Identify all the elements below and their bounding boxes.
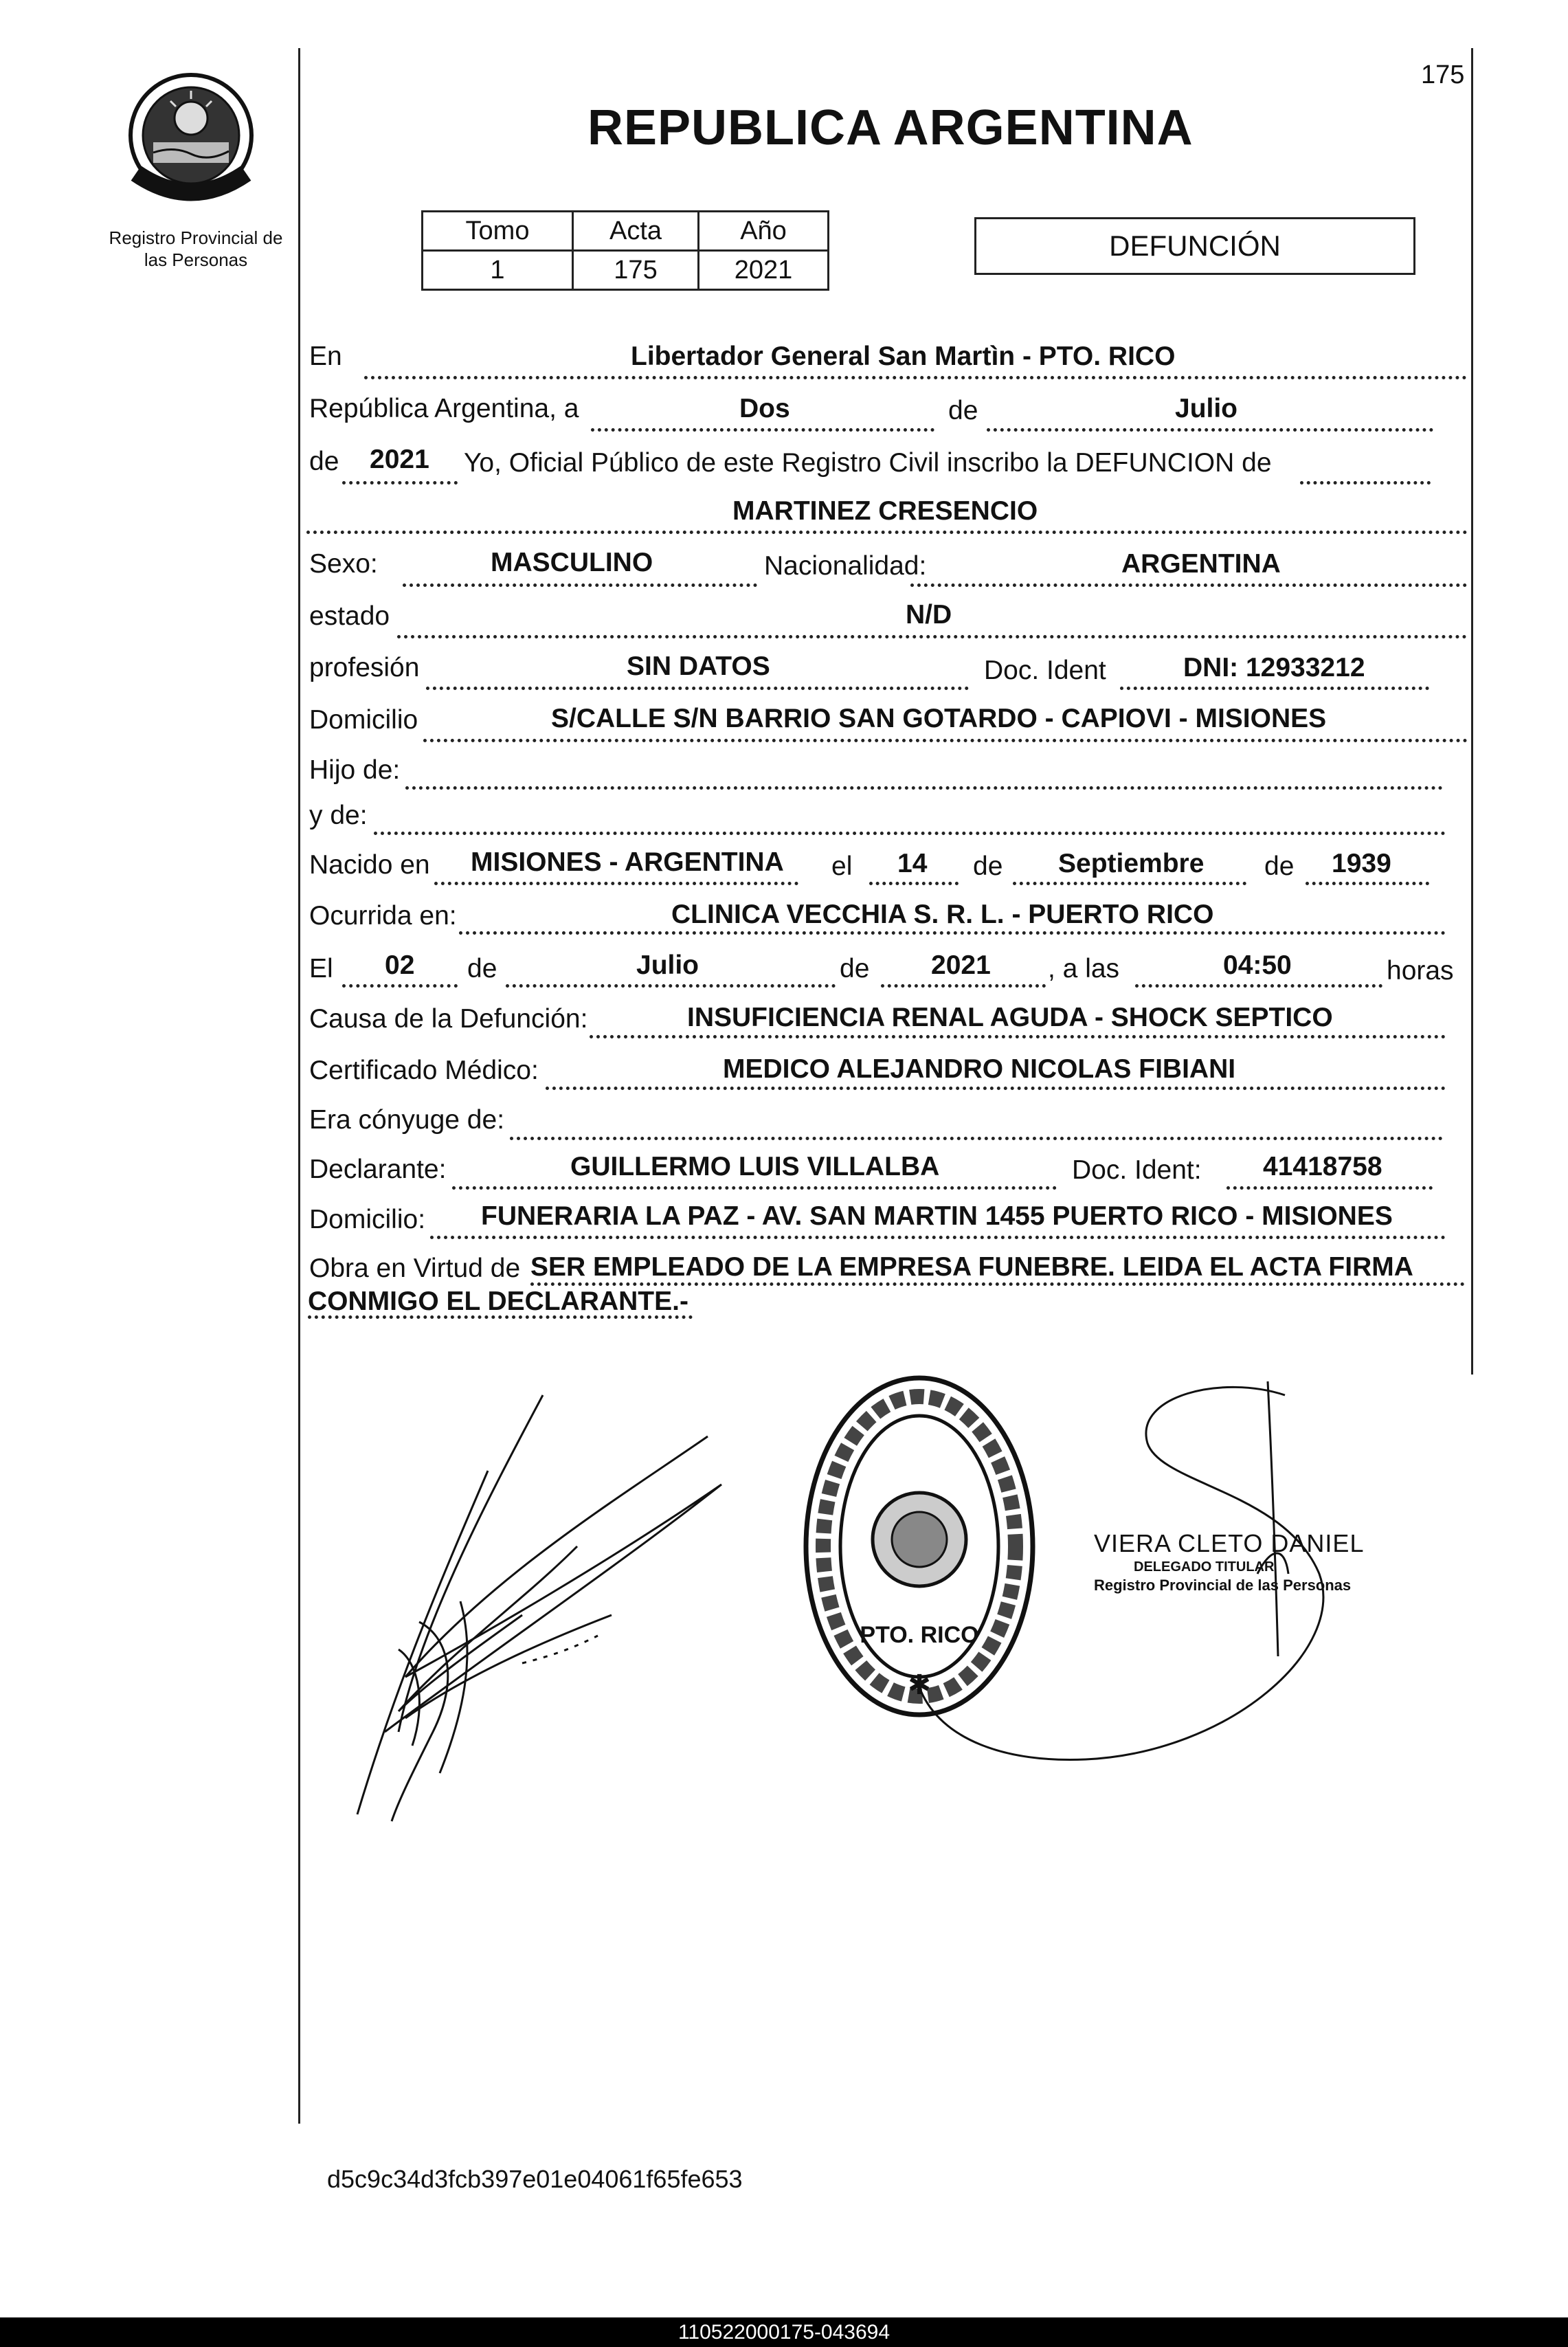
y-de-label: y de: — [309, 801, 368, 830]
provincia-seal-icon — [122, 63, 260, 211]
domicilio-decl-label: Domicilio: — [309, 1205, 426, 1234]
fecha-day-dots — [591, 428, 934, 432]
anio-header: Año — [699, 212, 829, 251]
record-number-table — [421, 210, 829, 291]
nacido-month: Septiembre — [1058, 849, 1205, 878]
obra-label: Obra en Virtud de — [309, 1254, 521, 1283]
anio-value: 2021 — [699, 251, 829, 290]
nacido-el: el — [831, 852, 853, 881]
left-margin-line — [298, 48, 300, 2124]
nacido-day-dots — [869, 882, 959, 885]
declarante-dots — [452, 1186, 1057, 1190]
ocurrida-label: Ocurrida en: — [309, 901, 457, 931]
nacionalidad-label: Nacionalidad: — [764, 551, 927, 581]
profesion-label: profesión — [309, 653, 420, 682]
doc-ident-label: Doc. Ident — [984, 656, 1106, 685]
certificado-dots — [546, 1087, 1446, 1090]
document-hash: d5c9c34d3fcb397e01e04061f65fe653 — [327, 2165, 743, 2193]
official-role: DELEGADO TITULAR — [1134, 1559, 1275, 1575]
doc-ident-decl-label: Doc. Ident: — [1072, 1155, 1202, 1185]
sexo-dots — [403, 583, 757, 587]
fecha-def-de-1: de — [467, 954, 497, 983]
sexo-label: Sexo: — [309, 549, 378, 579]
anio-tail-dots — [1300, 481, 1431, 485]
fecha-acta-label: República Argentina, a — [309, 394, 579, 423]
fecha-acta-month: Julio — [1175, 394, 1238, 423]
nacido-label: Nacido en — [309, 850, 430, 880]
fecha-def-time: 04:50 — [1223, 950, 1292, 980]
obra-line-2-dots — [308, 1315, 693, 1319]
right-margin-line — [1471, 48, 1473, 1375]
estado-value: N/D — [906, 600, 952, 630]
nacido-place: MISIONES - ARGENTINA — [471, 847, 784, 877]
record-type: DEFUNCIÓN — [1109, 230, 1281, 262]
official-org: Registro Provincial de las Personas — [1094, 1577, 1352, 1594]
ocurrida-dots — [459, 931, 1446, 935]
en-label: En — [309, 342, 342, 371]
estado-dots — [397, 635, 1467, 638]
nacido-day: 14 — [897, 849, 928, 878]
hijo-de-label: Hijo de: — [309, 755, 401, 785]
declarante-value: GUILLERMO LUIS VILLALBA — [570, 1152, 940, 1181]
fecha-def-year-dots — [881, 984, 1046, 988]
estado-label: estado — [309, 601, 390, 631]
declarante-label: Declarante: — [309, 1155, 447, 1184]
nacido-de-2: de — [1264, 852, 1295, 881]
anio-label: de — [309, 447, 339, 476]
fecha-def-year: 2021 — [931, 950, 991, 980]
tomo-value: 1 — [423, 251, 573, 290]
nacionalidad-value: ARGENTINA — [1121, 549, 1281, 579]
en-dots — [364, 376, 1467, 379]
causa-dots — [590, 1035, 1446, 1038]
footer-code-bar — [0, 2317, 1568, 2347]
fecha-def-de-2: de — [840, 954, 870, 983]
fecha-acta-day: Dos — [739, 394, 790, 423]
page-title: REPUBLICA ARGENTINA — [587, 100, 1194, 155]
acta-header: Acta — [573, 212, 699, 251]
ocurrida-value: CLINICA VECCHIA S. R. L. - PUERTO RICO — [671, 900, 1214, 929]
y-de-dots — [374, 832, 1446, 835]
causa-label: Causa de la Defunción: — [309, 1004, 588, 1034]
en-value: Libertador General San Martìn - PTO. RICO — [631, 342, 1176, 371]
sexo-value: MASCULINO — [491, 548, 653, 577]
conyuge-label: Era cónyuge de: — [309, 1105, 505, 1135]
obra-line-1: SER EMPLEADO DE LA EMPRESA FUNEBRE. LEIDA EL ACTA FIRMA — [530, 1252, 1413, 1282]
domicilio-dots — [423, 739, 1468, 742]
fecha-def-day-dots — [342, 984, 458, 988]
fecha-acta-de: de — [948, 396, 978, 425]
acta-value: 175 — [573, 251, 699, 290]
fecha-def-horas: horas — [1387, 956, 1454, 986]
domicilio-decl-value: FUNERARIA LA PAZ - AV. SAN MARTIN 1455 PUERTO RICO - MISIONES — [481, 1201, 1393, 1231]
causa-value: INSUFICIENCIA RENAL AGUDA - SHOCK SEPTICO — [687, 1003, 1333, 1032]
domicilio-decl-dots — [430, 1236, 1446, 1239]
tomo-header: Tomo — [423, 212, 573, 251]
nacido-year-dots — [1306, 882, 1429, 885]
fecha-def-a-las: , a las — [1048, 954, 1120, 983]
nacionalidad-dots — [910, 583, 1467, 587]
deceased-name: MARTINEZ CRESENCIO — [732, 496, 1038, 526]
nombre-dots — [306, 531, 1468, 534]
certificado-value: MEDICO ALEJANDRO NICOLAS FIBIANI — [723, 1054, 1236, 1084]
anio-value: 2021 — [370, 445, 429, 474]
fecha-def-label: El — [309, 954, 333, 983]
doc-ident-decl-value: 41418758 — [1263, 1152, 1382, 1181]
domicilio-label: Domicilio — [309, 705, 418, 735]
declarant-signature — [316, 1388, 756, 1828]
obra-line-1-dots — [530, 1282, 1465, 1286]
hijo-de-dots — [405, 786, 1443, 790]
svg-text:✱: ✱ — [908, 1670, 931, 1700]
nacido-year: 1939 — [1332, 849, 1391, 878]
fecha-def-month-dots — [506, 984, 836, 988]
official-block — [1094, 1529, 1382, 1594]
anio-text: Yo, Oficial Público de este Registro Civil inscribo la DEFUNCION de — [464, 448, 1272, 478]
nacido-place-dots — [434, 882, 798, 885]
profesion-value: SIN DATOS — [627, 652, 770, 681]
record-type-box — [974, 217, 1415, 275]
official-name: VIERA CLETO DANIEL — [1094, 1529, 1365, 1557]
svg-text:PTO. RICO: PTO. RICO — [860, 1622, 979, 1648]
fecha-def-day: 02 — [385, 950, 415, 980]
doc-ident-decl-dots — [1227, 1186, 1433, 1190]
doc-ident-dots — [1120, 687, 1429, 690]
footer-code: 110522000175-043694 — [677, 2321, 891, 2344]
fecha-def-month: Julio — [636, 950, 699, 980]
fecha-month-dots — [987, 428, 1433, 432]
nacido-de-1: de — [973, 852, 1003, 881]
obra-line-2: CONMIGO EL DECLARANTE.- — [308, 1287, 688, 1316]
fecha-def-time-dots — [1135, 984, 1382, 988]
seal-caption-line-1: Registro Provincial de — [109, 227, 283, 248]
nacido-month-dots — [1013, 882, 1246, 885]
certificado-label: Certificado Médico: — [309, 1056, 539, 1085]
conyuge-dots — [510, 1137, 1443, 1140]
profesion-dots — [426, 687, 969, 690]
seal-caption-line-2: las Personas — [144, 249, 248, 270]
seal-caption — [86, 227, 306, 271]
doc-ident-value: DNI: 12933212 — [1183, 653, 1365, 682]
page-number: 175 — [1421, 60, 1465, 89]
anio-dots — [342, 481, 458, 485]
domicilio-value: S/CALLE S/N BARRIO SAN GOTARDO - CAPIOVI - MISIONES — [551, 704, 1327, 733]
